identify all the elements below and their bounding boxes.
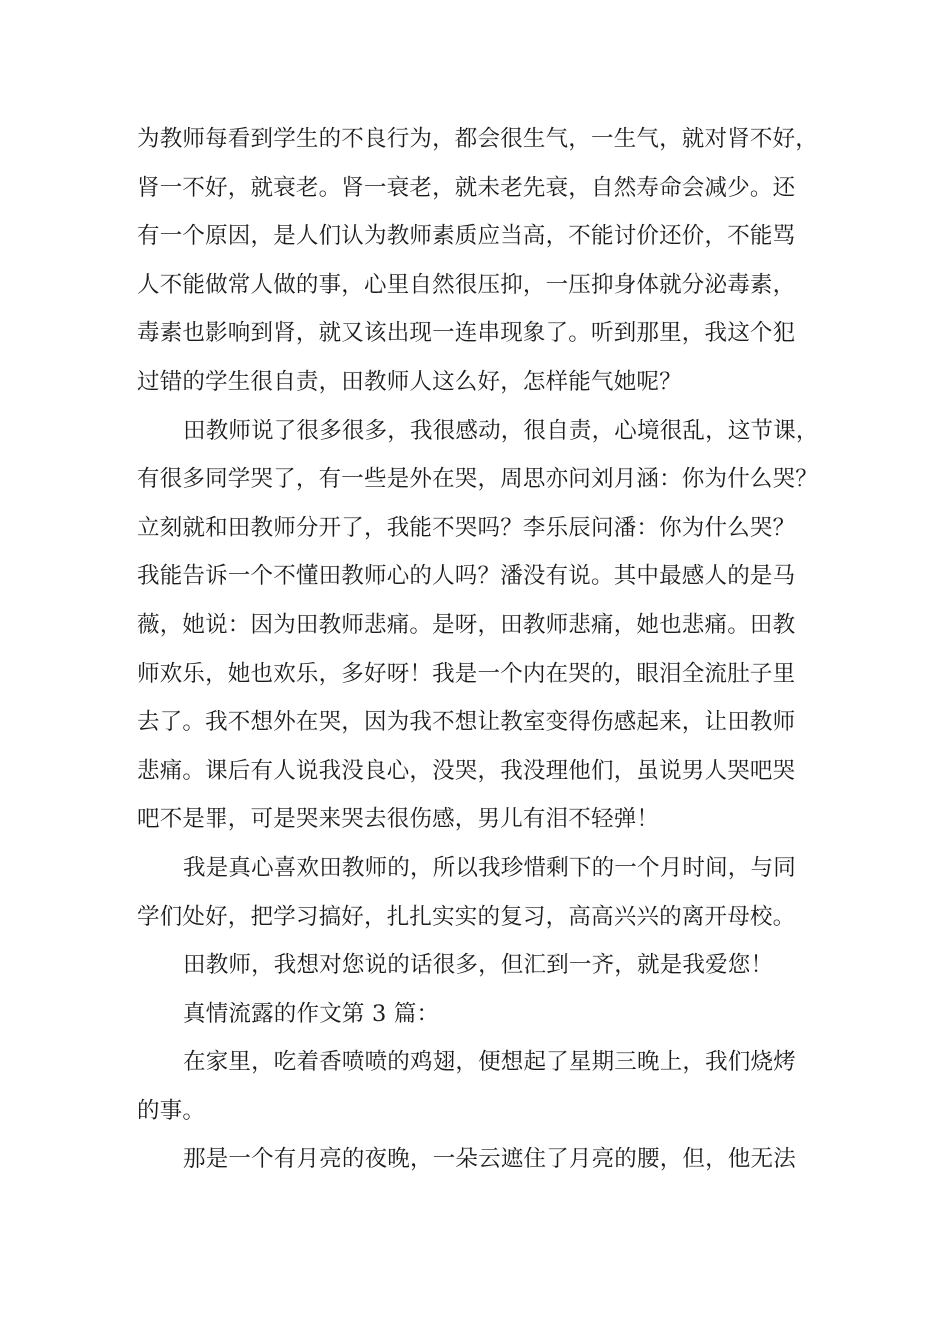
text-line: 学们处好，把学习搞好，扎扎实实的复习，高高兴兴的离开母校。 <box>137 903 796 930</box>
text-line: 有一个原因，是人们认为教师素质应当高，不能讨价还价，不能骂 <box>137 223 796 250</box>
text-line: 有很多同学哭了，有一些是外在哭，周思亦问刘月涵：你为什么哭？ <box>137 466 819 493</box>
text-line: 薇，她说：因为田教师悲痛。是呀，田教师悲痛，她也悲痛。田教 <box>137 611 796 638</box>
text-line: 师欢乐，她也欢乐，多好呀！我是一个内在哭的，眼泪全流肚子里 <box>137 660 796 687</box>
text-line: 人不能做常人做的事，心里自然很压抑，一压抑身体就分泌毒素， <box>137 271 796 298</box>
text-line: 肾一不好，就衰老。肾一衰老，就未老先衰，自然寿命会减少。还 <box>137 174 796 201</box>
text-line: 去了。我不想外在哭，因为我不想让教室变得伤感起来，让田教师 <box>137 709 796 736</box>
paragraph-start-line: 田教师，我想对您说的话很多，但汇到一齐，就是我爱您！ <box>183 952 774 979</box>
document-body <box>137 115 837 1184</box>
text-line: 过错的学生很自责，田教师人这么好，怎样能气她呢？ <box>137 368 682 395</box>
paragraph-start-line: 我是真心喜欢田教师的，所以我珍惜剩下的一个月时间，与同 <box>183 854 796 881</box>
text-line: 毒素也影响到肾，就又该出现一连串现象了。听到那里，我这个犯 <box>137 320 796 347</box>
text-line: 吧不是罪，可是哭来哭去很伤感，男儿有泪不轻弹！ <box>137 806 660 833</box>
paragraph-start-line: 在家里，吃着香喷喷的鸡翅，便想起了星期三晚上，我们烧烤 <box>183 1049 796 1076</box>
text-line: 的事。 <box>137 1097 206 1124</box>
text-line: 为教师每看到学生的不良行为，都会很生气，一生气，就对肾不好， <box>137 126 819 152</box>
paragraph-start-line: 田教师说了很多很多，我很感动，很自责，心境很乱，这节课， <box>183 417 819 444</box>
section-heading: 真情流露的作文第 3 篇： <box>183 1000 440 1027</box>
text-line: 立刻就和田教师分开了，我能不哭吗？李乐辰问潘：你为什么哭？ <box>137 514 796 541</box>
paragraph-start-line: 那是一个有月亮的夜晚，一朵云遮住了月亮的腰，但，他无法 <box>183 1146 796 1173</box>
text-line: 我能告诉一个不懂田教师心的人吗？潘没有说。其中最感人的是马 <box>137 563 796 590</box>
text-line: 悲痛。课后有人说我没良心，没哭，我没理他们，虽说男人哭吧哭 <box>137 757 796 784</box>
